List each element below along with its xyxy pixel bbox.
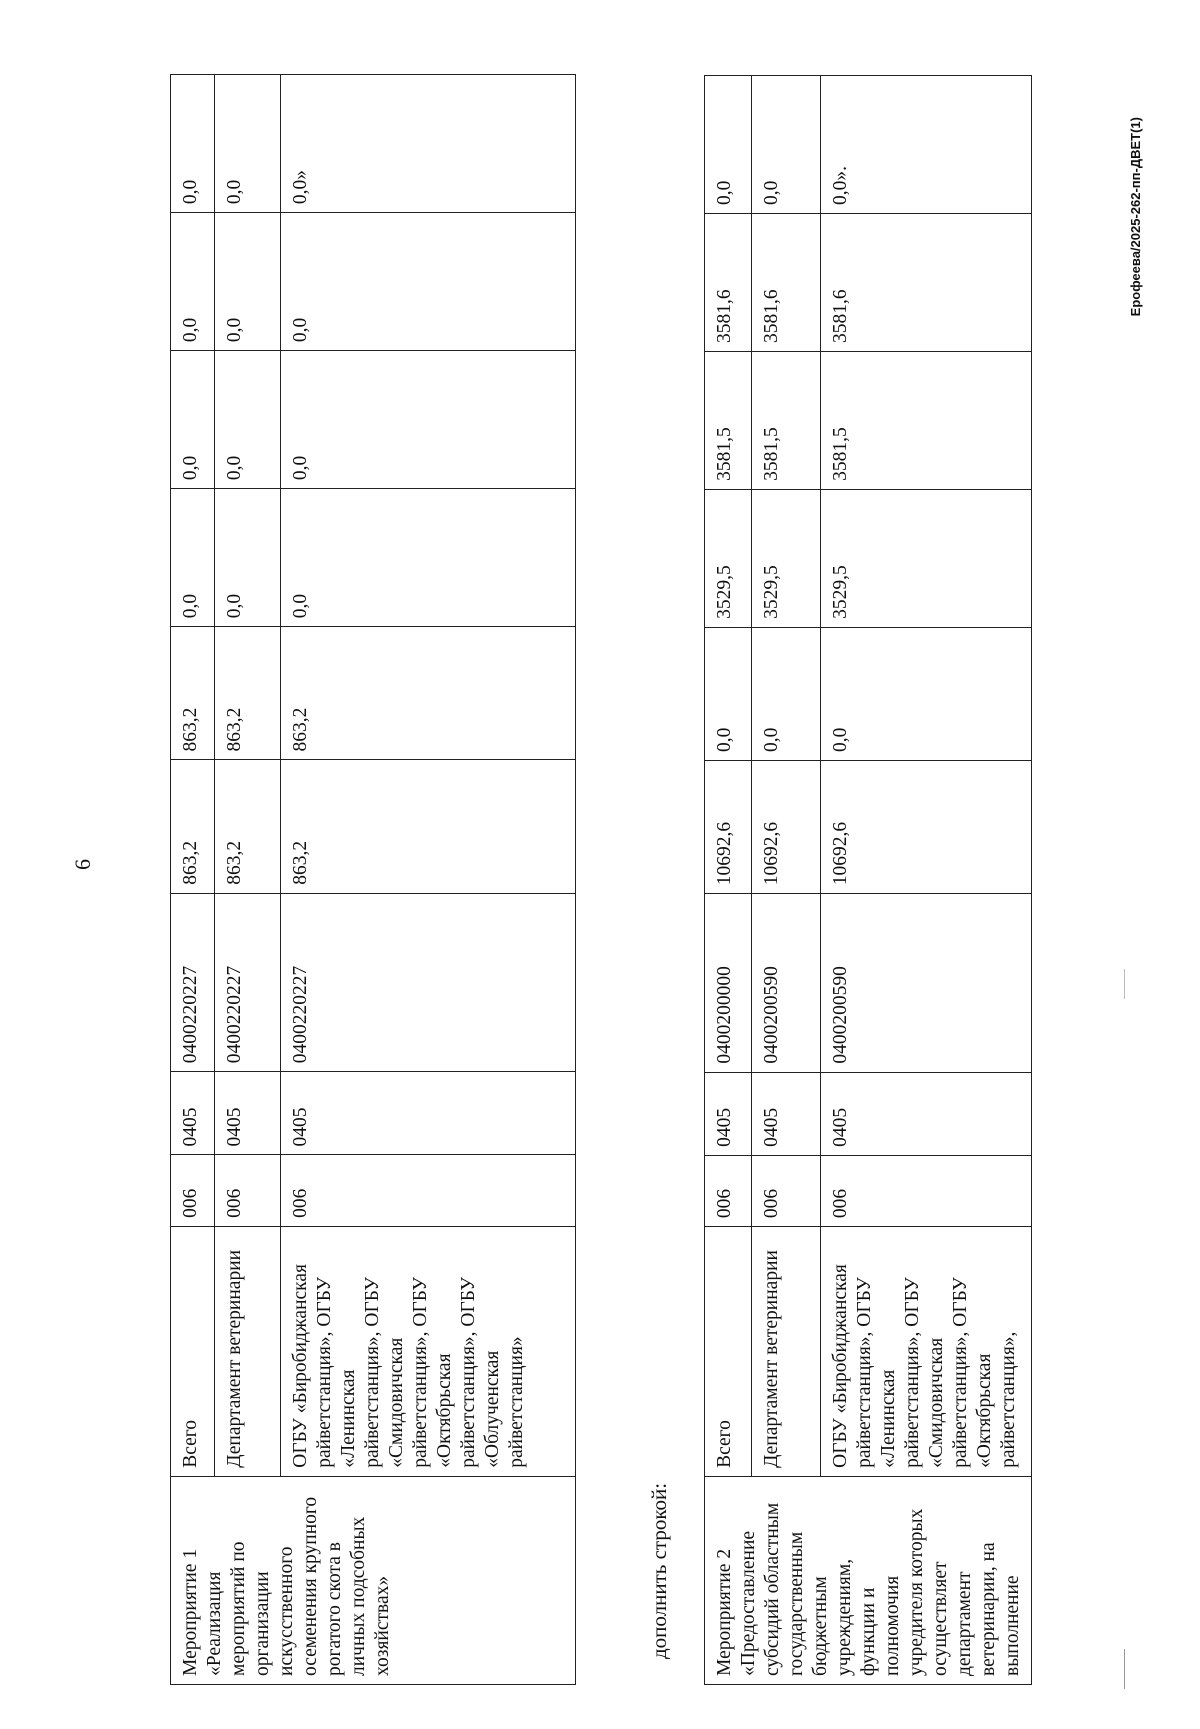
value-cell: 0,0». xyxy=(821,76,1032,214)
value-cell: 3529,5 xyxy=(705,489,752,627)
table-row xyxy=(281,75,576,1685)
value-cell: 0,0 xyxy=(705,76,752,214)
value-cell: 0,0 xyxy=(751,627,820,760)
value-cell: 863,2 xyxy=(171,627,215,760)
value-cell: 863,2 xyxy=(171,760,215,893)
value-cell: 0,0 xyxy=(215,75,281,213)
csr-cell: 0400220227 xyxy=(215,893,281,1071)
table-row xyxy=(705,76,752,1685)
value-cell: 3581,5 xyxy=(705,351,752,489)
value-cell: 10692,6 xyxy=(705,761,752,894)
measure-name-cell: Мероприятие 1 «Реализация мероприятий по организации искусственного осеменения крупного рогатого скота в личных подсобных хозяйствах» xyxy=(171,1476,576,1684)
value-cell: 0,0 xyxy=(705,627,752,760)
executor-cell: Департамент ветеринарии xyxy=(215,1226,281,1476)
value-cell: 0,0 xyxy=(215,213,281,351)
csr-cell: 0400220227 xyxy=(171,893,215,1071)
csr-cell: 0400200590 xyxy=(751,894,820,1072)
grbs-cell: 006 xyxy=(821,1155,1032,1226)
grbs-cell: 006 xyxy=(171,1155,215,1226)
value-cell: 0,0 xyxy=(751,76,820,214)
value-cell: 0,0 xyxy=(171,351,215,489)
value-cell: 0,0 xyxy=(171,75,215,213)
scan-mark xyxy=(1124,1649,1125,1689)
value-cell: 0,0 xyxy=(281,213,576,351)
value-cell: 863,2 xyxy=(281,760,576,893)
executor-cell: Департамент ветеринарии xyxy=(751,1227,820,1477)
value-cell: 3581,6 xyxy=(705,214,752,352)
table-row xyxy=(215,75,281,1685)
rzpr-cell: 0405 xyxy=(705,1072,752,1155)
rzpr-cell: 0405 xyxy=(215,1072,281,1155)
measure-name-cell: Мероприятие 2 «Предоставление субсидий областным государственным бюджетным учреждениям, функции и полномочия учредителя которых осуществляет департамент ветеринарии, на выполнение xyxy=(705,1476,1032,1684)
rzpr-cell: 0405 xyxy=(821,1072,1032,1155)
value-cell: 10692,6 xyxy=(821,761,1032,894)
rzpr-cell: 0405 xyxy=(751,1072,820,1155)
value-cell: 3529,5 xyxy=(751,489,820,627)
rzpr-cell: 0405 xyxy=(281,1072,576,1155)
scan-mark xyxy=(1124,969,1125,999)
value-cell: 0,0 xyxy=(215,351,281,489)
value-cell: 3529,5 xyxy=(821,489,1032,627)
table-measure-1 xyxy=(170,74,576,1685)
value-cell: 10692,6 xyxy=(751,761,820,894)
value-cell: 0,0 xyxy=(281,489,576,627)
table-row xyxy=(821,76,1032,1685)
table-measure-2 xyxy=(704,75,1032,1685)
page-number: 6 xyxy=(70,859,95,870)
grbs-cell: 006 xyxy=(705,1155,752,1226)
csr-cell: 0400220227 xyxy=(281,893,576,1071)
grbs-cell: 006 xyxy=(281,1155,576,1226)
csr-cell: 0400200590 xyxy=(821,894,1032,1072)
executor-cell: Всего xyxy=(705,1227,752,1477)
grbs-cell: 006 xyxy=(215,1155,281,1226)
value-cell: 0,0 xyxy=(171,489,215,627)
caption-add-row: дополнить строкой: xyxy=(647,1482,671,1659)
table-row xyxy=(171,75,215,1685)
document-code: Ерофеева/2025-262-пп-ДВЕТ(1) xyxy=(1128,117,1143,317)
executor-cell: Всего xyxy=(171,1226,215,1476)
value-cell: 3581,6 xyxy=(821,214,1032,352)
csr-cell: 0400200000 xyxy=(705,894,752,1072)
value-cell: 863,2 xyxy=(215,627,281,760)
value-cell: 0,0 xyxy=(215,489,281,627)
value-cell: 3581,5 xyxy=(751,351,820,489)
value-cell: 0,0» xyxy=(281,75,576,213)
value-cell: 0,0 xyxy=(171,213,215,351)
table-row xyxy=(751,76,820,1685)
value-cell: 3581,6 xyxy=(751,214,820,352)
value-cell: 0,0 xyxy=(821,627,1032,760)
value-cell: 863,2 xyxy=(281,627,576,760)
value-cell: 863,2 xyxy=(215,760,281,893)
grbs-cell: 006 xyxy=(751,1155,820,1226)
rzpr-cell: 0405 xyxy=(171,1072,215,1155)
value-cell: 0,0 xyxy=(281,351,576,489)
executor-cell: ОГБУ «Биробиджанская райветстанция», ОГБУ «Ленинская райветстанция», ОГБУ «Смидовичская райветстанция», ОГБУ «Октябрьская райветстанция», xyxy=(821,1227,1032,1477)
value-cell: 3581,5 xyxy=(821,351,1032,489)
executor-cell: ОГБУ «Биробиджанская райветстанция», ОГБУ «Ленинская райветстанция», ОГБУ «Смидовичская райветстанция», ОГБУ «Октябрьская райветстанция», ОГБУ «Облученская райветстанция» xyxy=(281,1226,576,1476)
